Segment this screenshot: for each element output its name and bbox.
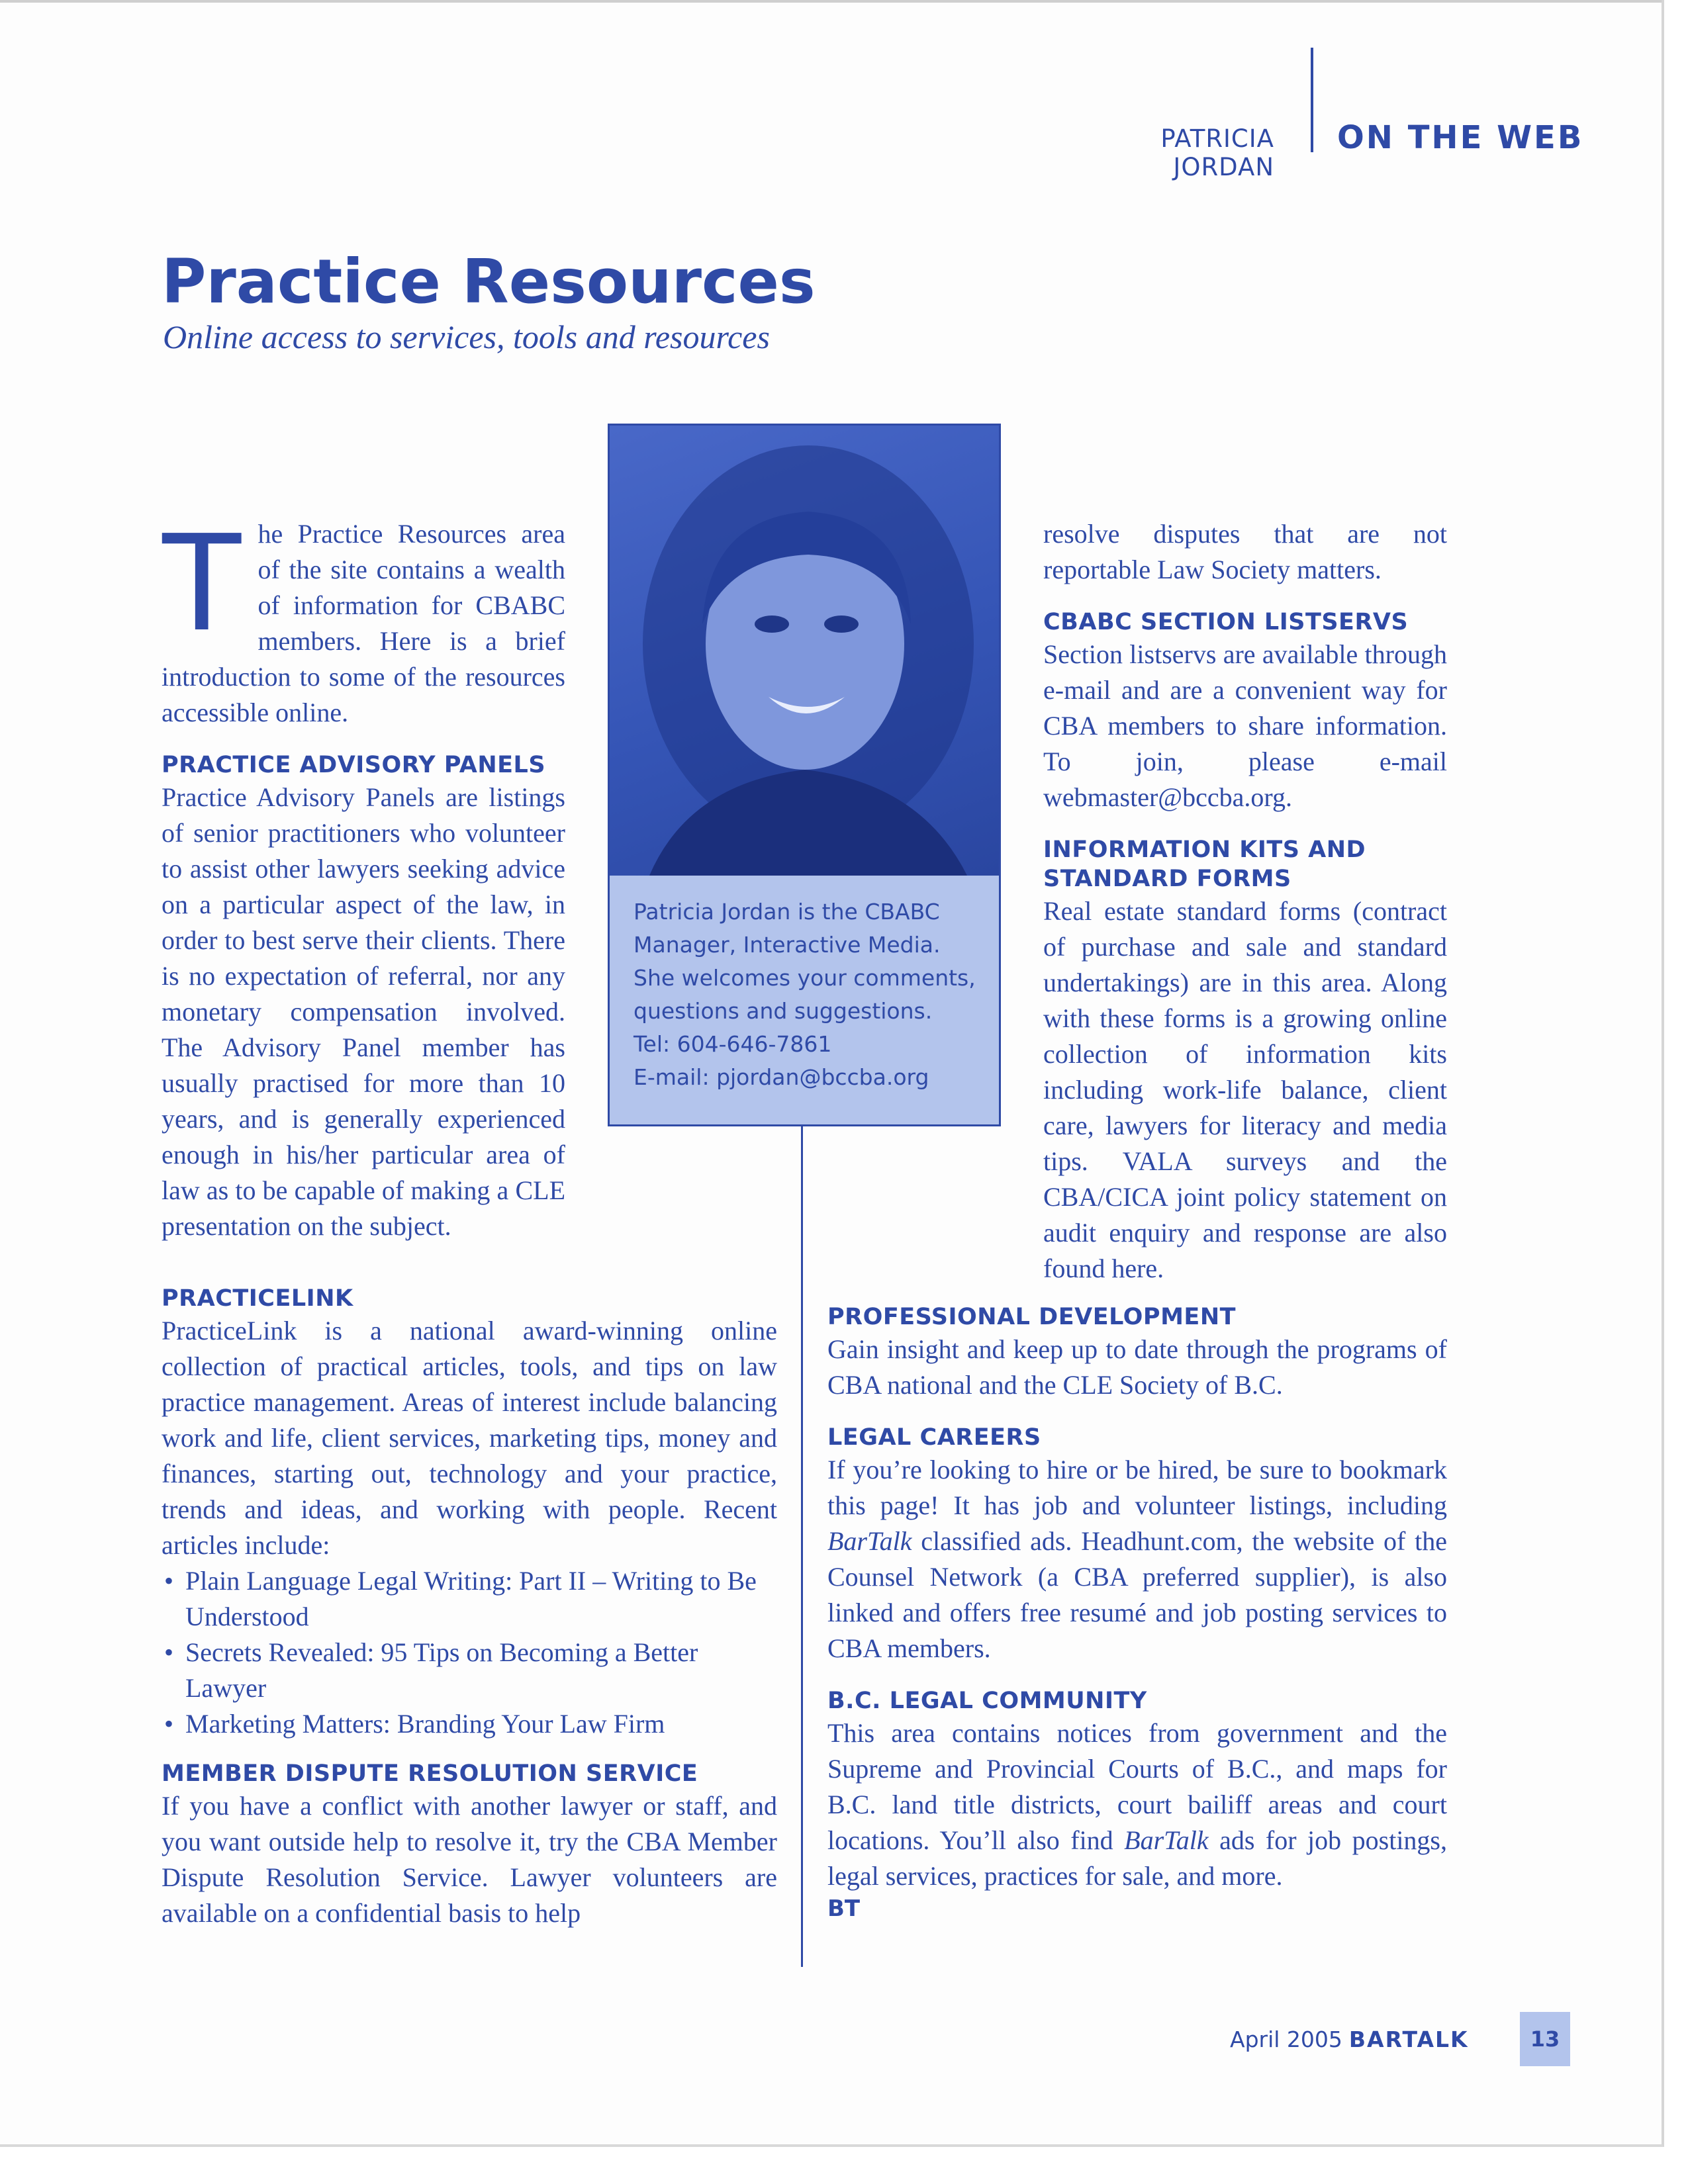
section-heading-practicelink: PRACTICELINK (162, 1285, 353, 1312)
intro-paragraph (159, 502, 565, 731)
drop-cap: T (159, 502, 245, 659)
recent-articles-list (162, 1563, 777, 1742)
caption-line: questions and suggestions. (633, 998, 933, 1024)
section-heading-dispute: MEMBER DISPUTE RESOLUTION SERVICE (162, 1760, 698, 1787)
header-divider (1311, 48, 1313, 152)
caption-line: Tel: 604-646-7861 (633, 1031, 832, 1057)
header-author: PATRICIA JORDAN (1160, 124, 1274, 181)
community-text-after: ads for job postings, legal services, practices for sale, and more. (827, 1825, 1447, 1891)
column-divider (801, 1126, 803, 1967)
community-text-before: This area contains notices from government and the Supreme and Provincial Courts of B.C., and maps for B.C. land title districts, court bailiff areas and court locations. You’ll also find (827, 1718, 1447, 1855)
section-heading-development: PROFESSIONAL DEVELOPMENT (827, 1304, 1236, 1330)
section-heading-community: B.C. LEGAL COMMUNITY (827, 1688, 1147, 1714)
caption-line: She welcomes your comments, (633, 965, 976, 991)
list-item: • Secrets Revealed: 95 Tips on Becoming a Better Lawyer (162, 1635, 777, 1706)
footer-magazine: BARTALK (1348, 2026, 1469, 2052)
article-title: Practice Resources (162, 246, 816, 317)
end-mark: BT (827, 1895, 861, 1922)
author-photo (610, 426, 999, 876)
list-item: • Plain Language Legal Writing: Part II – Writing to Be Understood (162, 1563, 777, 1635)
section-heading-advisory: PRACTICE ADVISORY PANELS (162, 752, 546, 778)
section-body-dispute-continued: resolve disputes that are not reportable Law Society matters. (1043, 519, 1447, 584)
intro-text: he Practice Resources area of the site contains a wealth of information for CBABC members. Here is a brief introduction to some of the resources accessible online. (162, 519, 565, 727)
section-body-kits: Real estate standard forms (contract of purchase and sale and standard undertakings) are in this area. Along with these forms is a growing online collection of information kits including work-life balance, client care, lawyers for literacy and media tips. VALA surveys and the CBA/CICA joint policy statement on audit enquiry and response are also found here. (1043, 896, 1447, 1283)
section-body-development: Gain insight and keep up to date through the programs of CBA national and the CLE Society of B.C. (827, 1334, 1447, 1400)
caption-line: Manager, Interactive Media. (633, 932, 941, 958)
article-subtitle: Online access to services, tools and resources (163, 318, 770, 355)
bartalk-title: BarTalk (1124, 1825, 1209, 1855)
section-body-dispute: If you have a conflict with another lawyer or staff, and you want outside help to resolve it, try the CBA Member Dispute Resolution Service. Lawyer volunteers are available on a confidential basis to help (162, 1791, 777, 1928)
section-body-advisory: Practice Advisory Panels are listings of senior practitioners who volunteer to assist other lawyers seeking advice on a particular aspect of the law, in order to best serve their clients. There is no expectation of referral, nor any monetary compensation involved. The Advisory Panel member has usually practised for more than 10 years, and is generally experienced enough in his/her particular area of law as to be capable of making a CLE presentation on the subject. (162, 782, 565, 1241)
bartalk-title: BarTalk (827, 1526, 912, 1556)
footer-date: April 2005 (1230, 2026, 1342, 2052)
right-column-bottom (827, 1302, 1447, 1923)
photo-caption (633, 895, 991, 1094)
top-edge-rule (0, 0, 1662, 3)
footer (1230, 2026, 1469, 2052)
careers-text-before: If you’re looking to hire or be hired, be sure to bookmark this page! It has job and volunteer listings, including (827, 1455, 1447, 1520)
list-item: • Marketing Matters: Branding Your Law Firm (162, 1706, 777, 1742)
left-column-bottom (162, 1284, 777, 1931)
right-column-top (1043, 516, 1447, 1287)
section-body-practicelink: PracticeLink is a national award-winning online collection of practical articles, tools, and tips on law practice management. Areas of interest include balancing work and life, client services, marketing tips, money and finances, starting out, technology and your practice, trends and ideas, and working with people. Recent articles include: (162, 1316, 777, 1560)
left-column-top (159, 502, 565, 1244)
section-heading-listservs: CBABC SECTION LISTSERVS (1043, 609, 1409, 635)
careers-text-after: classified ads. Headhunt.com, the website of the Counsel Network (a CBA preferred supplier), is also linked and offers free resumé and job posting services to CBA members. (827, 1526, 1447, 1663)
section-body-careers (827, 1452, 1447, 1666)
section-body-listservs: Section listservs are available through e-mail and are a convenient way for CBA members to share information. To join, please e-mail webmaster@bccba.org. (1043, 639, 1447, 812)
page-number: 13 (1520, 2012, 1570, 2066)
section-heading-kits: INFORMATION KITS AND STANDARD FORMS (1043, 837, 1366, 892)
portrait-illustration (610, 426, 999, 876)
author-photo-box (608, 424, 1001, 1126)
section-heading-careers: LEGAL CAREERS (827, 1424, 1041, 1451)
header-section: ON THE WEB (1337, 119, 1584, 156)
caption-line: E-mail: pjordan@bccba.org (633, 1064, 929, 1090)
caption-line: Patricia Jordan is the CBABC (633, 899, 940, 925)
section-body-community (827, 1715, 1447, 1894)
